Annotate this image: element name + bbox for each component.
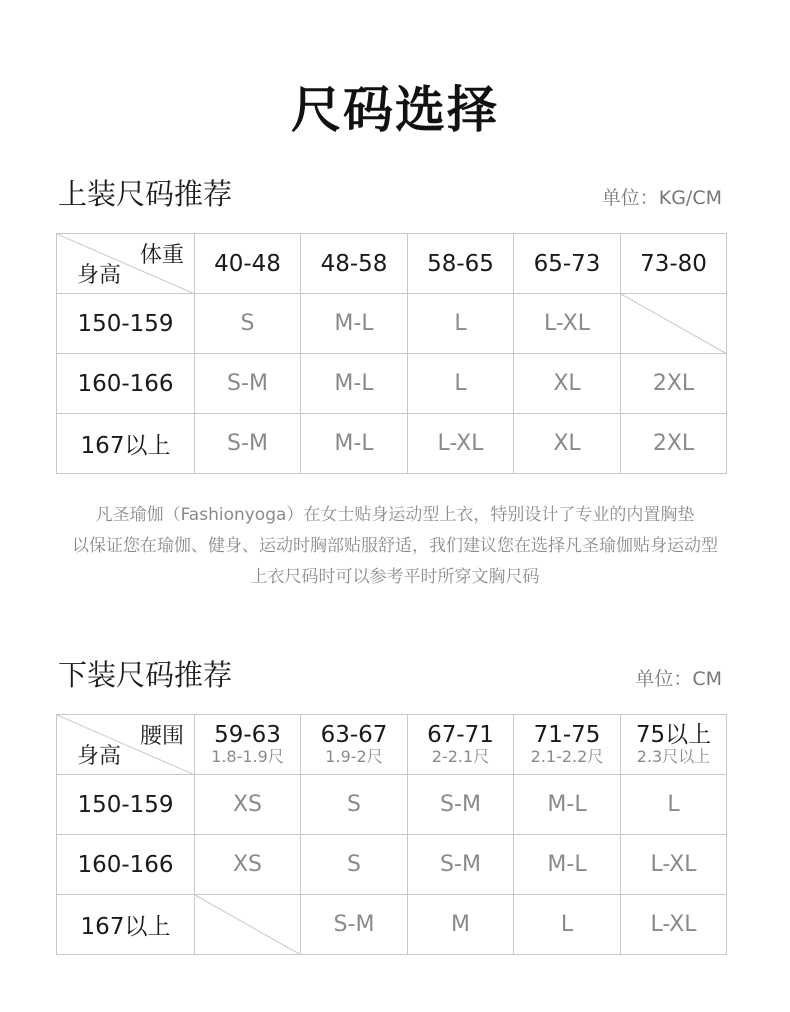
row-header: 160-166 [57,354,195,414]
column-header [514,715,621,775]
column-header [195,715,301,775]
column-header: 65-73 [514,234,621,294]
row-header: 167以上 [57,414,195,474]
size-cell: M-L [514,775,621,835]
size-cell: L-XL [621,835,727,895]
size-cell: S [301,835,408,895]
page-title: 尺码选择 [291,81,499,139]
row-header: 150-159 [57,775,195,835]
size-cell: L-XL [621,895,727,955]
size-cell: S-M [195,414,301,474]
size-cell: L [621,775,727,835]
corner-waist-label: 腰围 [139,724,184,749]
row-header: 167以上 [57,895,195,955]
corner-weight-label: 体重 [139,243,184,268]
size-cell: S-M [408,835,514,895]
waist-chi-range: 2.1-2.2尺 [530,746,604,766]
size-cell: L [408,354,514,414]
size-cell: S-M [195,354,301,414]
waist-chi-range: 1.8-1.9尺 [211,746,284,766]
waist-cm-range: 67-71 [427,721,494,748]
waist-chi-range: 2-2.1尺 [431,746,490,766]
empty-cell-diagonal [621,294,727,354]
note-line: 凡圣瑜伽（Fashionyoga）在女士贴身运动型上衣，特别设计了专业的内置胸垫 [95,505,695,525]
top-size-heading: 上装尺码推荐 [58,177,233,211]
waist-cm-range: 59-63 [214,721,281,748]
size-cell: 2XL [621,354,727,414]
size-cell: XS [195,835,301,895]
corner-height-label: 身高 [77,744,122,769]
table-row [57,895,727,955]
size-cell: L-XL [408,414,514,474]
corner-height-label: 身高 [77,263,122,288]
top-unit-label: 单位：KG/CM [601,187,722,209]
table-row [57,354,727,414]
waist-cm-range: 75以上 [635,721,712,748]
size-cell: M-L [514,835,621,895]
waist-cm-range: 63-67 [320,721,388,748]
column-header: 48-58 [301,234,408,294]
empty-cell-diagonal [195,895,301,955]
column-header [301,715,408,775]
table-row [57,775,727,835]
note-line: 以保证您在瑜伽、健身、运动时胸部贴服舒适，我们建议您在选择凡圣瑜伽贴身运动型 [72,536,718,556]
size-cell: 2XL [621,414,727,474]
size-cell: L [514,895,621,955]
size-cell: L [408,294,514,354]
column-header: 73-80 [621,234,727,294]
column-header [408,715,514,775]
column-header: 40-48 [195,234,301,294]
size-cell: S-M [301,895,408,955]
size-cell: M-L [301,354,408,414]
table-corner-cell [57,234,195,294]
note-line: 上衣尺码时可以参考平时所穿文胸尺码 [250,567,540,587]
table-header-row [57,234,727,294]
empty-size-cell [621,294,727,354]
size-cell: S [301,775,408,835]
row-header: 160-166 [57,835,195,895]
bottom-size-table [56,714,727,955]
table-row [57,835,727,895]
size-cell: XL [514,354,621,414]
size-cell: XS [195,775,301,835]
bottom-unit-label: 单位：CM [635,668,722,690]
size-cell: S-M [408,775,514,835]
size-cell: M [408,895,514,955]
size-advice-note [20,500,770,593]
size-cell: S [195,294,301,354]
size-cell: M-L [301,294,408,354]
table-header-row [57,715,727,775]
table-row [57,294,727,354]
row-header: 150-159 [57,294,195,354]
table-corner-cell [57,715,195,775]
waist-cm-range: 71-75 [533,721,601,748]
top-size-table [56,233,727,474]
waist-chi-range: 2.3尺以上 [636,746,711,766]
table-row [57,414,727,474]
waist-chi-range: 1.9-2尺 [325,746,383,766]
empty-size-cell [195,895,301,955]
size-cell: L-XL [514,294,621,354]
column-header [621,715,727,775]
bottom-size-heading: 下装尺码推荐 [58,658,233,692]
size-cell: XL [514,414,621,474]
column-header: 58-65 [408,234,514,294]
size-cell: M-L [301,414,408,474]
